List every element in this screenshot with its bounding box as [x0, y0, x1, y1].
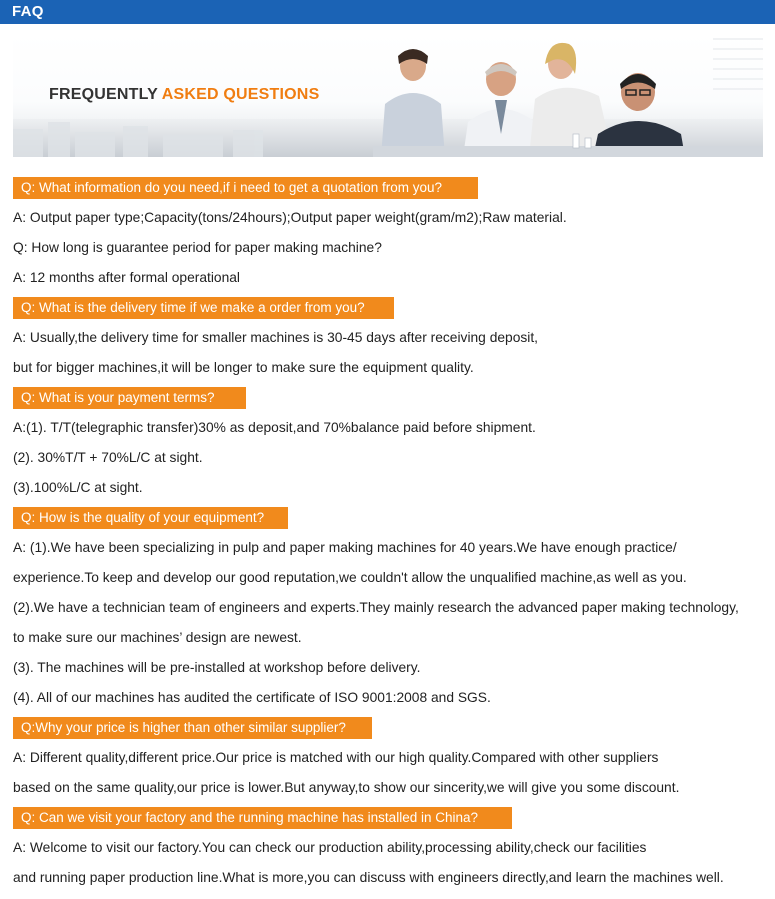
- question-bar: [13, 297, 394, 319]
- question-text: Q: Can we visit your factory and the running machine has installed in China?: [21, 810, 478, 825]
- question-text: Q: What is the delivery time if we make a order from you?: [21, 300, 365, 315]
- question-bar: [13, 177, 478, 199]
- answer-line: (3). The machines will be pre-installed at workshop before delivery.: [13, 660, 421, 675]
- answer-line: (2).We have a technician team of engineers and experts.They mainly research the advanced paper making technology,: [13, 600, 739, 615]
- answer-line: A:(1). T/T(telegraphic transfer)30% as deposit,and 70%balance paid before shipment.: [13, 420, 536, 435]
- faq-banner: [13, 34, 763, 157]
- answer-line: (3).100%L/C at sight.: [13, 480, 143, 495]
- answer-line: based on the same quality,our price is lower.But anyway,to show our sincerity,we will give you some discount.: [13, 780, 680, 795]
- question-text: Q:Why your price is higher than other similar supplier?: [21, 720, 346, 735]
- answer-line: A: Output paper type;Capacity(tons/24hours);Output paper weight(gram/m2);Raw material.: [13, 210, 567, 225]
- question-text: Q: How is the quality of your equipment?: [21, 510, 265, 525]
- answer-line: but for bigger machines,it will be longer to make sure the equipment quality.: [13, 360, 474, 375]
- banner-title-accent: ASKED QUESTIONS: [161, 86, 320, 103]
- question-bar: [13, 717, 372, 739]
- answer-line: (4). All of our machines has audited the certificate of ISO 9001:2008 and SGS.: [13, 690, 491, 705]
- faq-header-bar: [0, 0, 775, 24]
- banner-title: [49, 86, 319, 104]
- question-text: Q: What is your payment terms?: [21, 390, 215, 405]
- answer-line: experience.To keep and develop our good reputation,we couldn't allow the unqualified machine,as well as you.: [13, 570, 687, 585]
- answer-line: A: 12 months after formal operational: [13, 270, 241, 285]
- answer-line: to make sure our machines’ design are newest.: [13, 630, 302, 645]
- answer-line: A: Welcome to visit our factory.You can check our production ability,processing ability,check our facilities: [13, 840, 647, 855]
- question-text: Q: What information do you need,if i need to get a quotation from you?: [21, 180, 443, 195]
- banner-title-main: FREQUENTLY: [49, 86, 162, 103]
- question-bar: [13, 507, 288, 529]
- question-bar: [13, 807, 512, 829]
- answer-line: (2). 30%T/T + 70%L/C at sight.: [13, 450, 203, 465]
- answer-line: and running paper production line.What is more,you can discuss with engineers directly,and learn the machines well.: [13, 870, 724, 885]
- answer-line: A: Different quality,different price.Our price is matched with our high quality.Compared with other suppliers: [13, 750, 659, 765]
- question-bar: [13, 387, 246, 409]
- answer-line: A: (1).We have been specializing in pulp and paper making machines for 40 years.We have enough practice/: [13, 540, 677, 555]
- question-line-plain: Q: How long is guarantee period for paper making machine?: [13, 240, 382, 255]
- answer-line: A: Usually,the delivery time for smaller machines is 30-45 days after receiving deposit,: [13, 330, 539, 345]
- faq-header-title: FAQ: [12, 3, 44, 20]
